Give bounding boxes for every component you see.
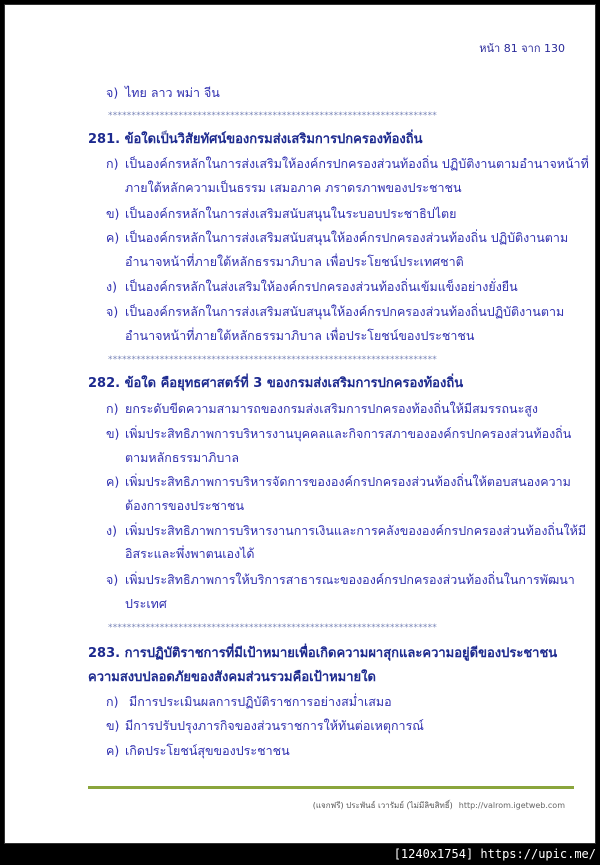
option-text: เพิ่มประสิทธิภาพการบริหารงานบุคคลและกิจการสภาขององค์กรปกครองส่วนท้องถิ่น <box>125 426 572 441</box>
option-text: มีการประเมินผลการปฏิบัติราชการอย่างสม่ำเสมอ <box>125 694 392 709</box>
q282-option-b <box>106 426 571 442</box>
option-text: เกิดประโยชน์สุขของประชาชน <box>125 743 290 758</box>
q281-option-a-cont: ภายใต้หลักความเป็นธรรม เสมอภาค ภราดรภาพของประชาชน <box>125 180 462 195</box>
document-page <box>4 4 596 844</box>
q282-option-c-cont: ต้องการของประชาชน <box>125 498 245 513</box>
option-label: จ) <box>106 85 119 100</box>
footer <box>313 798 565 814</box>
option-label: ก) <box>106 694 119 709</box>
watermark-bar <box>0 845 600 865</box>
option-text: เพิ่มประสิทธิภาพการบริหารงานการเงินและการคลังขององค์กรปกครองส่วนท้องถิ่นให้มี <box>125 523 587 538</box>
q282-option-b-cont: ตามหลักธรรมาภิบาล <box>125 450 240 465</box>
separator: ********************************************************************** <box>108 355 437 365</box>
separator: ********************************************************************** <box>108 623 437 633</box>
page-number: หน้า 81 จาก 130 <box>479 42 565 55</box>
option-text: เป็นองค์กรหลักในการส่งเสริมให้องค์กรปกครองส่วนท้องถิ่น ปฏิบัติงานตามอำนาจหน้าที่ <box>125 156 589 171</box>
prev-option-e <box>106 85 220 101</box>
option-text: เพิ่มประสิทธิภาพการบริหารจัดการขององค์กรปกครองส่วนท้องถิ่นให้ตอบสนองความ <box>125 474 571 489</box>
option-label: ข) <box>106 206 120 221</box>
option-label: จ) <box>106 572 119 587</box>
question-283-title: 283. การปฏิบัติราชการที่มีเป้าหมายเพื่อเกิดความผาสุกและความอยู่ดีของประชาชน <box>88 646 558 661</box>
separator: ********************************************************************** <box>108 111 437 121</box>
question-283-title-cont: ความสงบปลอดภัยของสังคมส่วนรวมคือเป้าหมายใด <box>88 670 376 685</box>
q283-option-b <box>106 718 424 734</box>
q282-option-c <box>106 474 571 490</box>
option-text: เป็นองค์กรหลักในการส่งเสริมสนับสนุนให้องค์กรปกครองส่วนท้องถิ่น ปฏิบัติงานตาม <box>125 230 569 245</box>
q281-option-e-cont: อำนาจหน้าที่ภายใต้หลักธรรมาภิบาล เพื่อประโยชน์ของประชาชน <box>125 328 475 343</box>
question-282-title: 282. ข้อใด คือยุทธศาสตร์ที่ 3 ของกรมส่งเสริมการปกครองท้องถิ่น <box>88 376 464 391</box>
question-281-title: 281. ข้อใดเป็นวิสัยทัศน์ของกรมส่งเสริมการปกครองท้องถิ่น <box>88 132 423 147</box>
option-label: จ) <box>106 304 119 319</box>
q283-option-a <box>106 694 392 710</box>
footer-url[interactable]: http://valrom.igetweb.com <box>458 801 565 810</box>
q282-option-d-cont: อิสระและพึ่งพาตนเองได้ <box>125 546 255 561</box>
q282-option-d <box>106 523 586 539</box>
option-label: ข) <box>106 718 120 733</box>
q281-option-c <box>106 230 568 246</box>
option-label: ข) <box>106 426 120 441</box>
q282-option-e <box>106 572 575 588</box>
q282-option-e-cont: ประเทศ <box>125 596 167 611</box>
q281-option-a <box>106 156 589 172</box>
q281-option-d <box>106 279 518 295</box>
option-text: เป็นองค์กรหลักในการส่งเสริมสนับสนุนในระบอบประชาธิปไตย <box>125 206 457 221</box>
option-text: ไทย ลาว พม่า จีน <box>125 85 220 100</box>
footer-credit: (แจกฟรี) ประพันธ์ เวารัมย์ (ไม่มีลิขสิทธิ์) <box>312 801 453 810</box>
option-text: เป็นองค์กรหลักในส่งเสริมให้องค์กรปกครองส่วนท้องถิ่นเข้มแข็งอย่างยั่งยืน <box>125 279 518 294</box>
option-label: ง) <box>106 279 117 294</box>
option-label: ก) <box>106 156 119 171</box>
footer-divider <box>88 786 574 789</box>
option-label: ค) <box>106 743 120 758</box>
q282-option-a <box>106 401 538 417</box>
q283-option-c <box>106 743 290 759</box>
option-text: เป็นองค์กรหลักในการส่งเสริมสนับสนุนให้องค์กรปกครองส่วนท้องถิ่นปฏิบัติงานตาม <box>125 304 565 319</box>
option-label: ค) <box>106 474 120 489</box>
option-text: มีการปรับปรุงภารกิจของส่วนราชการให้ทันต่อเหตุการณ์ <box>125 718 424 733</box>
option-label: ก) <box>106 401 119 416</box>
option-label: ค) <box>106 230 120 245</box>
option-text: ยกระดับขีดความสามารถของกรมส่งเสริมการปกครองท้องถิ่นให้มีสมรรถนะสูง <box>125 401 539 416</box>
option-label: ง) <box>106 523 117 538</box>
option-text: เพิ่มประสิทธิภาพการให้บริการสาธารณะขององค์กรปกครองส่วนท้องถิ่นในการพัฒนา <box>125 572 575 587</box>
q281-option-e <box>106 304 564 320</box>
watermark-text: [1240x1754] https://upic.me/ <box>393 847 596 861</box>
q281-option-c-cont: อำนาจหน้าที่ภายใต้หลักธรรมาภิบาล เพื่อประโยชน์ประเทศชาติ <box>125 254 464 269</box>
q281-option-b <box>106 206 456 222</box>
